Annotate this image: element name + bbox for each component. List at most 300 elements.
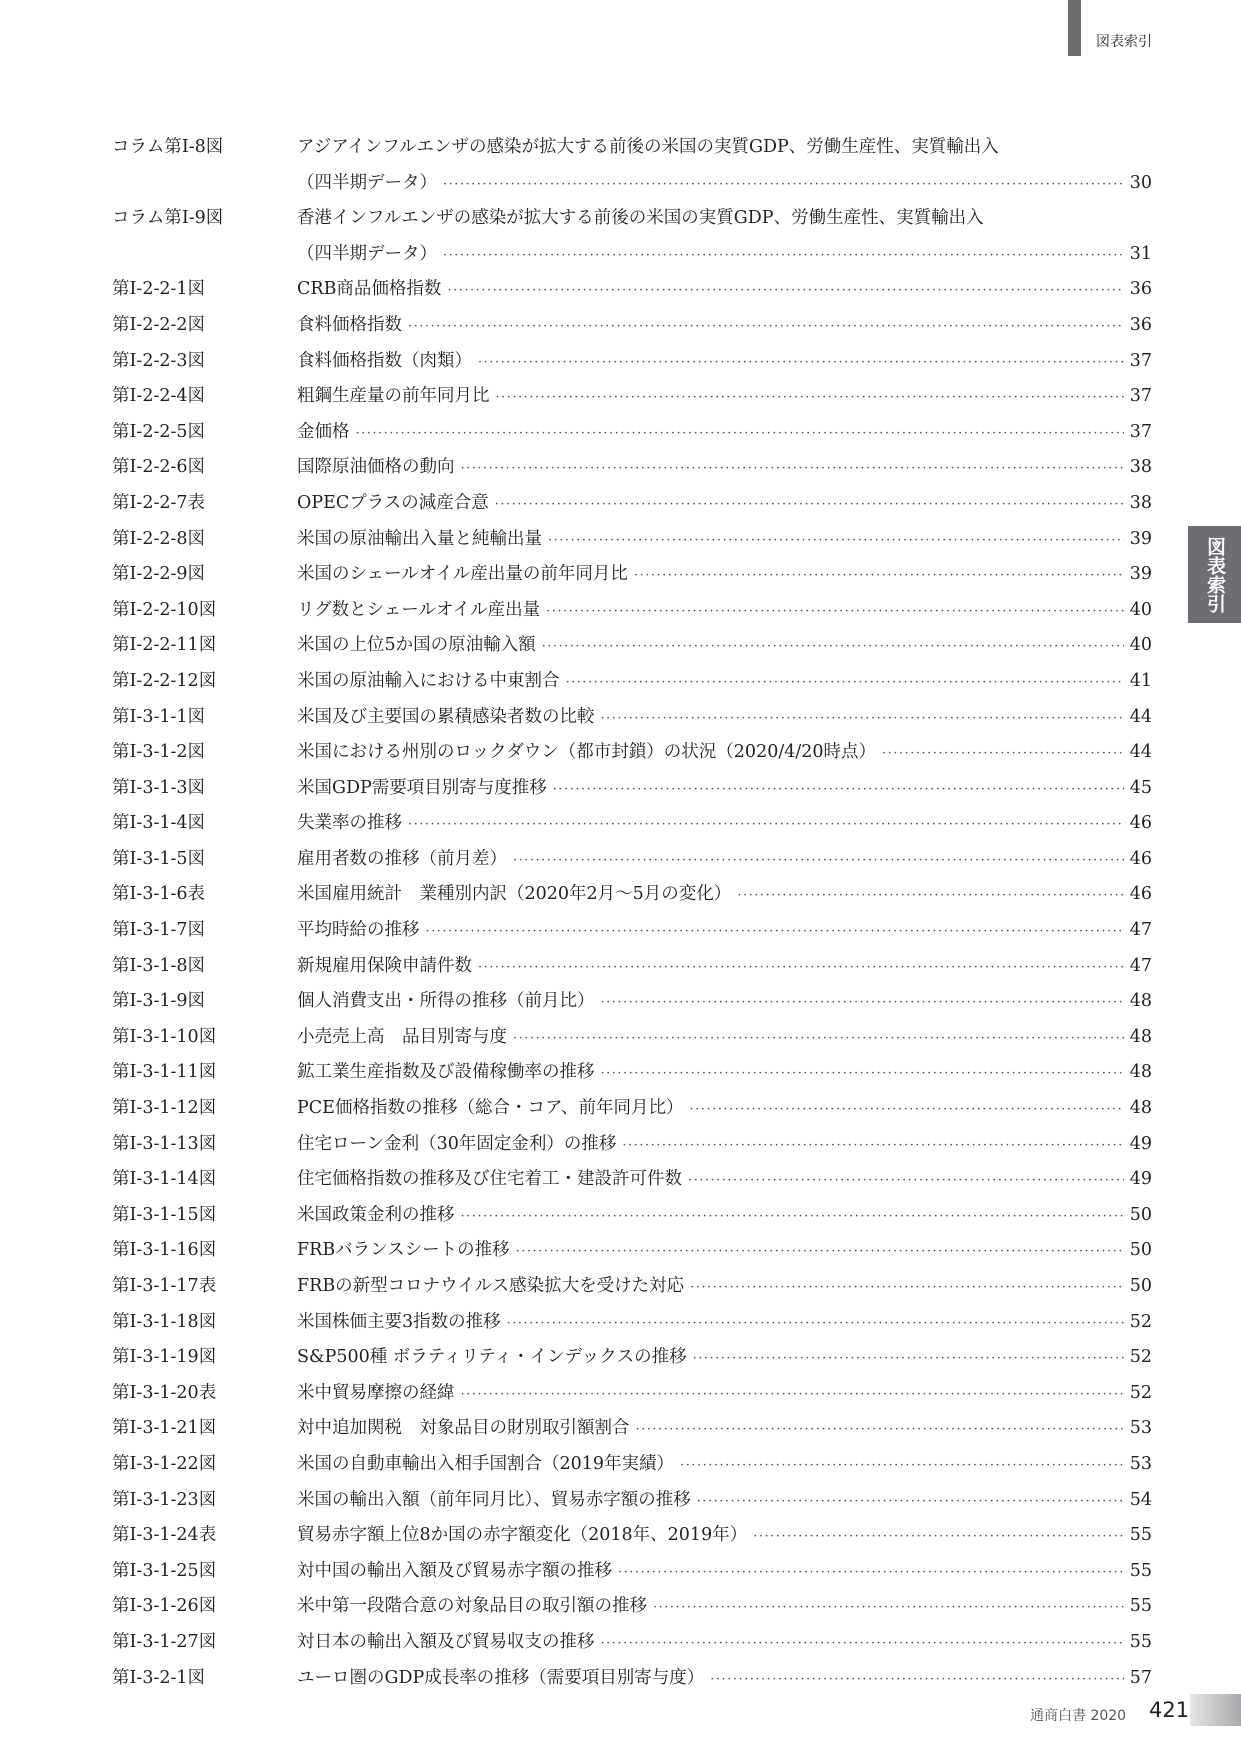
entry-code: 第Ⅰ-2-2-6図 <box>112 457 206 478</box>
dot-leader <box>461 451 1124 487</box>
entry-body <box>297 1305 1152 1341</box>
entry-page: 52 <box>1129 1311 1152 1332</box>
index-entry <box>112 1483 1152 1519</box>
entry-page: 44 <box>1129 742 1152 763</box>
entry-title: ユーロ圏のGDP成長率の推移（需要項目別寄与度） <box>297 1667 705 1688</box>
entry-page: 48 <box>1129 1026 1152 1047</box>
dot-leader <box>680 1448 1124 1484</box>
dot-leader <box>408 309 1124 345</box>
entry-code: 第Ⅰ-3-1-14図 <box>112 1169 217 1190</box>
entry-code: 第Ⅰ-3-1-21図 <box>112 1418 217 1439</box>
index-entry <box>112 1233 1152 1269</box>
entry-line <box>297 1554 1152 1591</box>
entry-line <box>297 1518 1152 1555</box>
entry-page: 46 <box>1129 848 1152 869</box>
entry-code: 第Ⅰ-3-1-1図 <box>112 706 206 727</box>
entry-code: 第Ⅰ-3-1-24表 <box>112 1525 217 1546</box>
entry-title: FRBバランスシートの推移 <box>297 1240 510 1261</box>
entry-page: 53 <box>1129 1453 1152 1474</box>
entry-code: 第Ⅰ-2-2-10図 <box>112 599 217 620</box>
entry-title: FRBの新型コロナウイルス感染拡大を受けた対応 <box>297 1276 685 1296</box>
dot-leader <box>601 1056 1124 1092</box>
entry-page: 40 <box>1129 635 1152 656</box>
entry-page: 57 <box>1129 1667 1152 1688</box>
entry-code: 第Ⅰ-3-1-7図 <box>112 920 206 941</box>
entry-title: 米国及び主要国の累積感染者数の比較 <box>297 706 595 727</box>
entry-code: 第Ⅰ-3-1-26図 <box>112 1596 217 1617</box>
dot-leader <box>690 1092 1124 1128</box>
entry-body <box>297 664 1152 700</box>
dot-leader <box>688 1163 1124 1199</box>
dot-leader <box>622 1128 1123 1164</box>
side-tab-label: 図表索引 <box>1204 536 1226 613</box>
entry-body <box>297 1447 1152 1483</box>
entry-code: 第Ⅰ-2-2-9図 <box>112 564 206 585</box>
entry-line <box>297 1447 1152 1484</box>
page-number: 421 <box>1149 1698 1190 1722</box>
entry-line <box>297 1483 1152 1520</box>
section-title: 図表索引 <box>1096 34 1152 50</box>
entry-page: 37 <box>1129 386 1152 407</box>
entry-page: 38 <box>1129 492 1152 513</box>
entry-code: 第Ⅰ-2-2-1図 <box>112 279 206 300</box>
entry-code: 第Ⅰ-3-1-20表 <box>112 1382 217 1403</box>
entry-code: 第Ⅰ-2-2-2図 <box>112 314 206 335</box>
index-entry <box>112 913 1152 949</box>
dot-leader <box>443 167 1124 203</box>
entry-page: 31 <box>1129 243 1152 264</box>
entry-code: 第Ⅰ-3-1-9図 <box>112 991 206 1012</box>
entry-title: 国際原油価格の動向 <box>297 457 455 478</box>
entry-line <box>297 593 1152 630</box>
dot-leader <box>356 416 1124 452</box>
entry-title: CRB商品価格指数 <box>297 279 442 300</box>
entry-body <box>297 344 1152 380</box>
entry-page: 36 <box>1129 314 1152 335</box>
entry-body <box>297 201 1152 272</box>
entry-line <box>297 1127 1152 1164</box>
entry-title: 米国政策金利の推移 <box>297 1204 455 1225</box>
entry-title: 食料価格指数（肉類） <box>297 350 472 371</box>
entry-code: 第Ⅰ-3-1-23図 <box>112 1489 217 1510</box>
entry-code: 第Ⅰ-3-1-2図 <box>112 742 206 763</box>
dot-leader <box>634 558 1124 594</box>
index-entry <box>112 806 1152 842</box>
index-entry <box>112 984 1152 1020</box>
entry-title: 金価格 <box>297 421 350 442</box>
entry-line <box>297 1020 1152 1057</box>
entry-body <box>297 1020 1152 1056</box>
index-entry <box>112 771 1152 807</box>
entry-title-line1: 香港インフルエンザの感染が拡大する前後の米国の実質GDP、労働生産性、実質輸出入 <box>297 208 984 229</box>
entry-body <box>297 1233 1152 1269</box>
entry-title: 小売売上高 品目別寄与度 <box>297 1026 507 1047</box>
entry-body <box>297 130 1152 201</box>
entry-page: 55 <box>1129 1560 1152 1581</box>
entry-line <box>297 308 1152 345</box>
entry-title: 住宅ローン金利（30年固定金利）の推移 <box>297 1133 617 1154</box>
entry-page: 37 <box>1129 421 1152 442</box>
entry-line <box>297 984 1152 1021</box>
entry-body <box>297 1162 1152 1198</box>
publication-name: 通商白書 2020 <box>1030 1708 1127 1724</box>
entry-page: 46 <box>1129 884 1152 905</box>
index-entry <box>112 1661 1152 1697</box>
entry-code: 第Ⅰ-3-1-11図 <box>112 1062 217 1083</box>
index-entry <box>112 557 1152 593</box>
entry-body <box>297 1055 1152 1091</box>
entry-line <box>297 771 1152 808</box>
index-entry <box>112 628 1152 664</box>
index-entry <box>112 272 1152 308</box>
entry-line <box>297 522 1152 559</box>
index-entry <box>112 1162 1152 1198</box>
entry-line <box>297 1376 1152 1413</box>
index-entry <box>112 1020 1152 1056</box>
index-entry <box>112 877 1152 913</box>
entry-line <box>297 1198 1152 1235</box>
dot-leader <box>690 1270 1124 1306</box>
index-entry <box>112 949 1152 985</box>
index-entry <box>112 700 1152 736</box>
index-entry <box>112 201 1152 272</box>
entry-title: 個人消費支出・所得の推移（前月比） <box>297 991 595 1012</box>
entry-title: 対中追加関税 対象品目の財別取引額割合 <box>297 1418 630 1439</box>
dot-leader <box>478 950 1124 986</box>
index-entry <box>112 1589 1152 1625</box>
dot-leader <box>553 772 1124 808</box>
dot-leader <box>601 701 1124 737</box>
entry-body <box>297 593 1152 629</box>
entry-page: 36 <box>1129 279 1152 300</box>
entry-body <box>297 1091 1152 1127</box>
index-entry <box>112 130 1152 201</box>
entry-body <box>297 450 1152 486</box>
dot-leader <box>636 1412 1124 1448</box>
dot-leader <box>478 345 1124 381</box>
entry-title: 米国のシェールオイル産出量の前年同月比 <box>297 564 628 585</box>
entry-page: 39 <box>1129 564 1152 585</box>
entry-page: 45 <box>1129 777 1152 798</box>
entry-page: 55 <box>1129 1525 1152 1546</box>
entry-line <box>297 1269 1152 1306</box>
index-entry <box>112 1198 1152 1234</box>
entry-title: 鉱工業生産指数及び設備稼働率の推移 <box>297 1062 595 1083</box>
entry-body <box>297 308 1152 344</box>
index-entry <box>112 344 1152 380</box>
index-entry <box>112 522 1152 558</box>
dot-leader <box>408 807 1124 843</box>
entry-title: 住宅価格指数の推移及び住宅着工・建設許可件数 <box>297 1169 682 1190</box>
dot-leader <box>882 736 1124 772</box>
entry-page: 50 <box>1129 1240 1152 1261</box>
entry-line <box>297 1162 1152 1199</box>
entry-body <box>297 949 1152 985</box>
entry-title: （四半期データ） <box>297 243 437 264</box>
entry-line <box>297 664 1152 701</box>
entry-page: 48 <box>1129 1098 1152 1119</box>
entry-page: 48 <box>1129 1062 1152 1083</box>
dot-leader <box>426 914 1124 950</box>
dot-leader <box>548 523 1124 559</box>
entry-page: 54 <box>1129 1489 1152 1510</box>
entry-body <box>297 1411 1152 1447</box>
entry-title: 米国株価主要3指数の推移 <box>297 1311 501 1332</box>
entry-line <box>297 1340 1152 1377</box>
entry-line <box>297 913 1152 950</box>
entry-title: 対中国の輸出入額及び貿易赤字額の推移 <box>297 1560 612 1581</box>
entry-line <box>297 1411 1152 1448</box>
figure-index-list <box>112 130 1152 1696</box>
entry-page: 37 <box>1129 350 1152 371</box>
entry-page: 49 <box>1129 1133 1152 1154</box>
entry-title: 失業率の推移 <box>297 813 402 834</box>
entry-body <box>297 1269 1152 1305</box>
index-entry <box>112 1518 1152 1554</box>
entry-line <box>297 415 1152 452</box>
entry-page: 55 <box>1129 1596 1152 1617</box>
dot-leader <box>737 878 1123 914</box>
entry-body <box>297 415 1152 451</box>
entry-page: 39 <box>1129 528 1152 549</box>
entry-title-line1: アジアインフルエンザの感染が拡大する前後の米国の実質GDP、労働生産性、実質輸出入 <box>297 137 999 157</box>
dot-leader <box>461 1199 1124 1235</box>
entry-code: 第Ⅰ-3-1-22図 <box>112 1453 217 1474</box>
entry-title: 平均時給の推移 <box>297 920 420 941</box>
index-entry <box>112 1091 1152 1127</box>
entry-line <box>297 700 1152 737</box>
dot-leader <box>546 594 1124 630</box>
entry-line <box>297 1305 1152 1342</box>
entry-line <box>297 842 1152 879</box>
entry-code: 第Ⅰ-3-1-12図 <box>112 1098 217 1119</box>
entry-code: 第Ⅰ-2-2-8図 <box>112 528 206 549</box>
dot-leader <box>496 380 1124 416</box>
entry-page: 40 <box>1129 599 1152 620</box>
entry-code: 第Ⅰ-3-1-13図 <box>112 1133 217 1154</box>
entry-code: 第Ⅰ-3-1-4図 <box>112 813 206 834</box>
entry-code: 第Ⅰ-3-1-19図 <box>112 1347 217 1368</box>
index-entry <box>112 308 1152 344</box>
entry-line <box>297 1589 1152 1626</box>
entry-body <box>297 522 1152 558</box>
entry-body <box>297 1127 1152 1163</box>
entry-title: 粗鋼生産量の前年同月比 <box>297 386 490 407</box>
entry-title: 食料価格指数 <box>297 314 402 335</box>
index-entry <box>112 1554 1152 1590</box>
index-entry <box>112 1411 1152 1447</box>
entry-page: 47 <box>1129 920 1152 941</box>
dot-leader <box>601 1626 1124 1662</box>
dot-leader <box>447 273 1123 309</box>
entry-page: 53 <box>1129 1418 1152 1439</box>
entry-code: 第Ⅰ-2-2-12図 <box>112 670 217 691</box>
dot-leader <box>710 1662 1123 1698</box>
entry-page: 52 <box>1129 1382 1152 1403</box>
header-tab-marker <box>1068 0 1081 56</box>
entry-title: 対日本の輸出入額及び貿易収支の推移 <box>297 1631 595 1652</box>
index-entry <box>112 1269 1152 1305</box>
entry-code: 第Ⅰ-3-1-5図 <box>112 848 206 869</box>
entry-title: 米国GDP需要項目別寄与度推移 <box>297 777 547 798</box>
dot-leader <box>516 1234 1124 1270</box>
dot-leader <box>697 1484 1124 1520</box>
entry-line <box>297 237 1152 274</box>
entry-body <box>297 735 1152 771</box>
entry-title: 貿易赤字額上位8か国の赤字額変化（2018年、2019年） <box>297 1525 748 1546</box>
entry-line <box>297 1091 1152 1128</box>
entry-code: 第Ⅰ-3-1-27図 <box>112 1631 217 1652</box>
entry-code: 第Ⅰ-3-1-18図 <box>112 1311 217 1332</box>
entry-code: 第Ⅰ-2-2-5図 <box>112 421 206 442</box>
index-entry <box>112 735 1152 771</box>
page-number-bar <box>1190 1694 1241 1726</box>
entry-body <box>297 379 1152 415</box>
entry-page: 30 <box>1129 172 1152 193</box>
entry-body <box>297 1198 1152 1234</box>
entry-code: コラム第Ⅰ-9図 <box>112 208 224 229</box>
entry-page: 38 <box>1129 457 1152 478</box>
dot-leader <box>443 238 1124 274</box>
entry-page: 55 <box>1129 1631 1152 1652</box>
entry-body <box>297 486 1152 522</box>
index-entry <box>112 664 1152 700</box>
entry-body <box>297 1589 1152 1625</box>
entry-title: 米国の自動車輸出入相手国割合（2019年実績） <box>297 1453 675 1474</box>
entry-page: 50 <box>1129 1276 1152 1296</box>
entry-code: 第Ⅰ-2-2-4図 <box>112 386 206 407</box>
entry-page: 46 <box>1129 813 1152 834</box>
entry-page: 41 <box>1129 670 1152 691</box>
entry-title: （四半期データ） <box>297 172 437 193</box>
entry-body <box>297 877 1152 913</box>
entry-title: 米国の輸出入額（前年同月比）、貿易赤字額の推移 <box>297 1489 691 1510</box>
entry-line <box>297 877 1152 914</box>
entry-title: 米中貿易摩擦の経緯 <box>297 1382 455 1403</box>
entry-line <box>297 735 1152 772</box>
entry-title: 米国の原油輸入における中東割合 <box>297 670 560 691</box>
entry-code: 第Ⅰ-3-1-15図 <box>112 1204 217 1225</box>
dot-leader <box>753 1519 1124 1555</box>
index-entry <box>112 1376 1152 1412</box>
entry-page: 48 <box>1129 991 1152 1012</box>
dot-leader <box>507 1306 1124 1342</box>
entry-line <box>297 949 1152 986</box>
index-entry <box>112 379 1152 415</box>
entry-title: 米国の原油輸出入量と純輸出量 <box>297 528 542 549</box>
entry-body <box>297 700 1152 736</box>
entry-body <box>297 842 1152 878</box>
entry-line <box>297 166 1152 203</box>
entry-code: 第Ⅰ-3-2-1図 <box>112 1667 206 1688</box>
entry-line <box>297 1233 1152 1270</box>
entry-code: 第Ⅰ-3-1-6表 <box>112 884 206 905</box>
entry-body <box>297 557 1152 593</box>
entry-line <box>297 1625 1152 1662</box>
entry-page: 44 <box>1129 706 1152 727</box>
index-entry <box>112 593 1152 629</box>
entry-line <box>297 272 1152 309</box>
entry-page: 52 <box>1129 1347 1152 1368</box>
entry-body <box>297 1625 1152 1661</box>
entry-page: 49 <box>1129 1169 1152 1190</box>
index-entry <box>112 1447 1152 1483</box>
entry-code: 第Ⅰ-3-1-3図 <box>112 777 206 798</box>
dot-leader <box>542 629 1124 665</box>
entry-line <box>297 344 1152 381</box>
index-entry <box>112 415 1152 451</box>
entry-body <box>297 1340 1152 1376</box>
dot-leader <box>513 1021 1124 1057</box>
entry-page: 50 <box>1129 1204 1152 1225</box>
dot-leader <box>495 487 1124 523</box>
entry-code: 第Ⅰ-2-2-3図 <box>112 350 206 371</box>
entry-title: 雇用者数の推移（前月差） <box>297 848 507 869</box>
index-entry <box>112 1340 1152 1376</box>
entry-code: 第Ⅰ-2-2-7表 <box>112 492 206 513</box>
entry-line <box>297 557 1152 594</box>
entry-code: 第Ⅰ-3-1-16図 <box>112 1240 217 1261</box>
entry-title: 米国の上位5か国の原油輸入額 <box>297 635 536 656</box>
index-entry <box>112 1055 1152 1091</box>
entry-line <box>297 628 1152 665</box>
entry-body <box>297 1661 1152 1697</box>
entry-code: 第Ⅰ-3-1-25図 <box>112 1560 217 1581</box>
dot-leader <box>513 843 1124 879</box>
entry-line <box>297 379 1152 416</box>
entry-body <box>297 806 1152 842</box>
entry-title: OPECプラスの減産合意 <box>297 492 489 513</box>
entry-title: PCE価格指数の推移（総合・コア、前年同月比） <box>297 1098 684 1119</box>
index-entry <box>112 1625 1152 1661</box>
entry-code: 第Ⅰ-3-1-10図 <box>112 1026 217 1047</box>
index-entry <box>112 1305 1152 1341</box>
dot-leader <box>653 1590 1124 1626</box>
entry-code: 第Ⅰ-3-1-8図 <box>112 955 206 976</box>
entry-line <box>297 1661 1152 1698</box>
index-entry <box>112 842 1152 878</box>
entry-line <box>297 1055 1152 1092</box>
entry-title: 新規雇用保険申請件数 <box>297 955 472 976</box>
index-entry <box>112 450 1152 486</box>
entry-title: 米国における州別のロックダウン（都市封鎖）の状況（2020/4/20時点） <box>297 742 877 763</box>
dot-leader <box>461 1377 1124 1413</box>
entry-body <box>297 913 1152 949</box>
side-index-tab <box>1188 526 1241 623</box>
entry-body <box>297 1376 1152 1412</box>
entry-line <box>297 806 1152 843</box>
entry-body <box>297 1554 1152 1590</box>
entry-code: 第Ⅰ-3-1-17表 <box>112 1276 217 1296</box>
entry-body <box>297 272 1152 308</box>
entry-code: 第Ⅰ-2-2-11図 <box>112 635 217 656</box>
entry-body <box>297 628 1152 664</box>
dot-leader <box>618 1555 1124 1591</box>
index-entry <box>112 1127 1152 1163</box>
dot-leader <box>601 985 1124 1021</box>
entry-page: 47 <box>1129 955 1152 976</box>
entry-title: 米国雇用統計 業種別内訳（2020年2月〜5月の変化） <box>297 884 732 905</box>
entry-body <box>297 1518 1152 1554</box>
index-entry <box>112 486 1152 522</box>
dot-leader <box>693 1341 1124 1377</box>
entry-line <box>297 486 1152 523</box>
entry-body <box>297 984 1152 1020</box>
entry-code: コラム第Ⅰ-8図 <box>112 137 224 157</box>
entry-body <box>297 1483 1152 1519</box>
entry-title: 米中第一段階合意の対象品目の取引額の推移 <box>297 1596 647 1617</box>
dot-leader <box>566 665 1124 701</box>
